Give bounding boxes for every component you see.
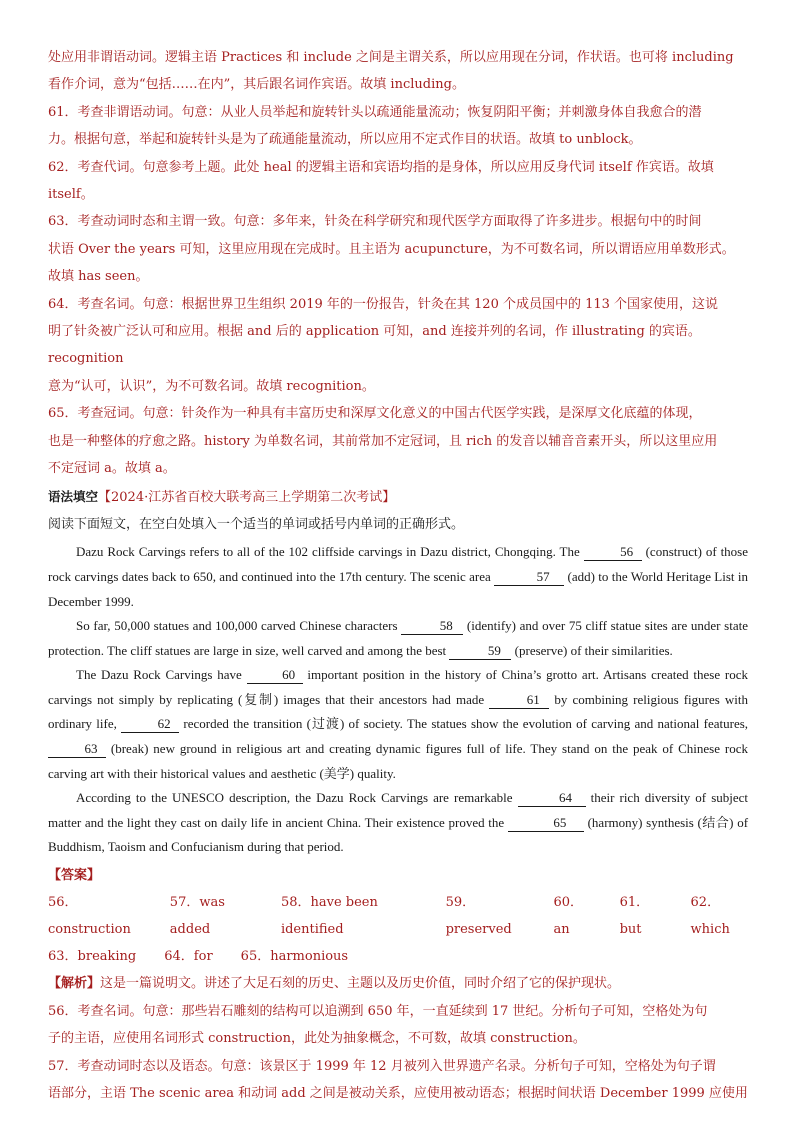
analysis-line: 57．考查动词时态以及语态。句意：该景区于 1999 年 12 月被列入世界遗产名录。分析句子可知，空格处为句子谓 [48, 1058, 716, 1074]
analysis-line: 56．考查名词。句意：那些岩石雕刻的结构可以追溯到 650 年，一直延续到 17 世纪。分析句子可知，空格处为句 [48, 1003, 708, 1019]
answer-item: 61．but [619, 895, 650, 938]
answer-item: 64．for [164, 949, 213, 965]
answer-item: 65．harmonious [240, 949, 349, 965]
analysis-line: 语部分，主语 The scenic area 和动词 add 之间是被动关系，应使用被动语态；根据时间状语 December 1999 应使用 [48, 1086, 748, 1102]
analysis-line: 明了针灸被广泛认可和应用。根据 and 后的 application 可知，and 连接并列的名词，作 illustrating 的宾语。recognition [48, 324, 701, 367]
section-heading [48, 483, 748, 511]
answer-item: 59．preserved [445, 895, 512, 938]
analysis-line: 状语 Over the years 可知，这里应用现在完成时。且主语为 acupuncture，为不可数名词，所以谓语应用单数形式。 [48, 241, 735, 257]
blank-57[interactable]: 57 [494, 568, 564, 586]
blank-61[interactable]: 61 [489, 691, 549, 709]
blank-59[interactable]: 59 [449, 642, 511, 660]
analysis-line: 看作介词，意为“包括……在内”，其后跟名词作宾语。故填 including。 [48, 77, 465, 93]
blank-63[interactable]: 63 [48, 740, 106, 758]
blank-58[interactable]: 58 [401, 617, 463, 635]
analysis-line: 65．考查冠词。句意：针灸作为一种具有丰富历史和深厚文化意义的中国古代医学实践，是深厚文化底蕴的体现， [48, 406, 702, 422]
blank-56[interactable]: 56 [584, 543, 642, 561]
section-instruction: 阅读下面短文，在空白处填入一个适当的单词或括号内单词的正确形式。 [48, 516, 465, 532]
passage-paragraph-2: So far, 50,000 statues and 100,000 carved Chinese characters 58 (identify) and over 75 cliff statue sites are under state protection. The cliff statues are large in size, well carved and among the best 59 (preserve) of their similarities. [48, 618, 748, 658]
document-page [48, 44, 748, 1107]
analysis-line: 故填 has seen。 [48, 269, 149, 285]
answer-item: 62．which [690, 895, 730, 938]
answer-item: 56．construction [48, 895, 131, 938]
section-source: 【2024·江苏省百校大联考高三上学期第二次考试】 [98, 489, 396, 505]
analysis-top [48, 44, 748, 483]
analysis-line: itself。 [48, 187, 94, 203]
answer-item: 60．an [553, 895, 583, 938]
passage-paragraph-4: According to the UNESCO description, the Dazu Rock Carvings are remarkable 64 their rich diversity of subject matter and the light they cast on daily life in ancient China. Their existence proved the 65 (harmony) synthesis (结合) of Buddhism, Taoism and Confucianism during that period. [48, 790, 749, 855]
analysis-line: 不定冠词 a。故填 a。 [48, 461, 176, 477]
answer-item: 57．was added [169, 895, 225, 938]
analysis-line: 63．考查动词时态和主谓一致。句意：多年来，针灸在科学研究和现代医学方面取得了许多进步。根据句中的时间 [48, 214, 702, 230]
analysis-line: 61．考查非谓语动词。句意：从业人员举起和旋转针头以疏通能量流动；恢复阴阳平衡；并刺激身体自我愈合的潜 [48, 104, 702, 120]
passage [48, 540, 748, 860]
answer-item: 63．breaking [48, 949, 137, 965]
analysis-line: 力。根据句意，举起和旋转针头是为了疏通能量流动，所以应用不定式作目的状语。故填 to unblock。 [48, 132, 642, 148]
passage-paragraph-3: The Dazu Rock Carvings have 60 important position in the history of China’s grotto art. Artisans created these rock carvings not simply by replicating (复制) images that their ancestors had made 61 by combining religious figures with ordinary life, 62 recorded the transition (过渡) of society. The statues show the evolution of carving and national features, 63 (break) new ground in religious art and creating dynamic figures full of life. They stand on the peak of Chinese rock carving art with their historical values and aesthetic (美学) quality. [48, 667, 749, 781]
blank-65[interactable]: 65 [508, 814, 584, 832]
section-label: 语法填空 [48, 488, 99, 504]
passage-paragraph-1: Dazu Rock Carvings refers to all of the 102 cliffside carvings in Dazu district, Chongqing. The 56 (construct) of those rock carvings dates back to 650, and continued into the 17th century. The scenic area 57 (add) to the World Heritage List in December 1999. [48, 544, 749, 609]
answer-row-2 [48, 943, 748, 970]
analysis-line: 62．考查代词。句意参考上题。此处 heal 的逻辑主语和宾语均指的是身体，所以应用反身代词 itself 作宾语。故填 [48, 159, 714, 175]
analysis-line: 也是一种整体的疗愈之路。history 为单数名词，其前常加不定冠词，且 rich 的发音以辅音音素开头，所以这里应用 [48, 433, 718, 449]
answer-item: 58．have been identified [280, 895, 378, 938]
analysis-intro: 【解析】这是一篇说明文。讲述了大足石刻的历史、主题以及历史价值，同时介绍了它的保护现状。 [48, 976, 621, 992]
analysis-line: 处应用非谓语动词。逻辑主语 Practices 和 include 之间是主谓关系，所以应用现在分词，作状语。也可将 including [48, 50, 734, 65]
analysis-bottom [48, 970, 748, 1107]
blank-64[interactable]: 64 [518, 789, 586, 807]
analysis-line: 意为“认可，认识”，为不可数名词。故填 recognition。 [48, 378, 375, 394]
analysis-line: 64．考查名词。句意：根据世界卫生组织 2019 年的一份报告，针灸在其 120 个成员国中的 113 个国家使用，这说 [48, 296, 719, 312]
answer-row-1 [48, 889, 748, 943]
analysis-line: 子的主语，应使用名词形式 construction，此处为抽象概念，不可数，故填 construction。 [48, 1031, 586, 1047]
blank-60[interactable]: 60 [247, 666, 303, 684]
analysis-label: 【解析】 [48, 976, 101, 992]
answer-label: 【答案】 [48, 868, 101, 884]
blank-62[interactable]: 62 [121, 715, 179, 733]
